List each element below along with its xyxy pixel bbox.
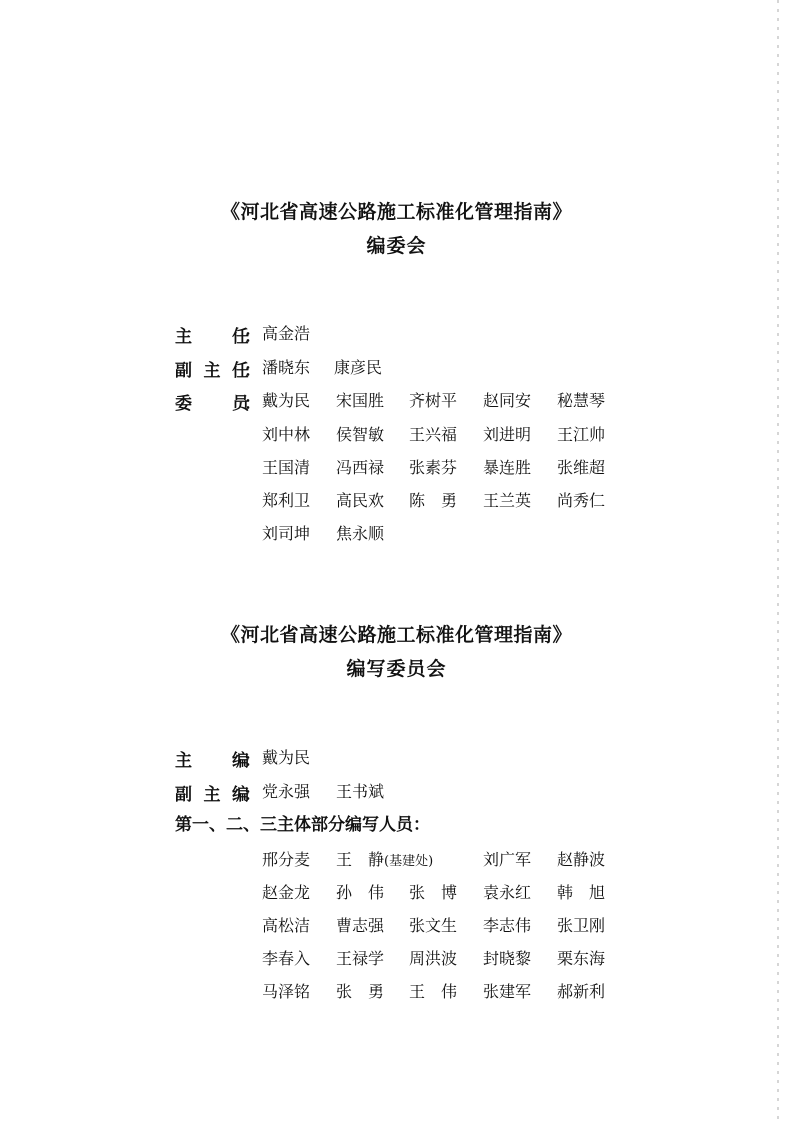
person-name: 高松洁 <box>262 916 311 935</box>
person-name: 郑利卫 <box>262 491 311 510</box>
person-name: 王国清 <box>262 458 311 477</box>
person-name: 曹志强 <box>336 916 385 935</box>
person-name: 陈 勇 <box>409 491 458 510</box>
person-name: 尚秀仁 <box>557 491 606 510</box>
person-name: 韩 旭 <box>557 883 606 902</box>
person-name: 戴为民 <box>262 391 311 410</box>
person-name: 王禄学 <box>336 949 385 968</box>
committee2-subtitle: 编写委员会 <box>346 658 447 680</box>
person-name: 潘晓东 <box>262 358 311 377</box>
person-name: 侯智敏 <box>336 425 385 444</box>
role-deputy-chief-editor: 副 主 编 ： <box>175 784 261 805</box>
person-name: 邢分麦 <box>262 850 311 869</box>
person-name: 栗东海 <box>557 949 606 968</box>
person-name: 王兰英 <box>483 491 532 510</box>
person-name: 王江帅 <box>557 425 606 444</box>
writers-section-heading: 第一、二、三主体部分编写人员： <box>175 815 430 835</box>
person-name: 宋国胜 <box>336 391 385 410</box>
person-name: 秘慧琴 <box>557 391 606 410</box>
person-name: 刘中林 <box>262 425 311 444</box>
person-name: 高金浩 <box>262 324 311 343</box>
person-name: 康彦民 <box>334 358 383 377</box>
person-name: 张文生 <box>409 916 458 935</box>
person-name: 郝新利 <box>557 982 606 1001</box>
person-name: 王书斌 <box>336 782 385 801</box>
affiliation-note: (基建处) <box>384 854 434 869</box>
person-name: 孙 伟 <box>336 883 385 902</box>
person-name: 张建军 <box>483 982 532 1001</box>
person-name: 袁永红 <box>483 883 532 902</box>
role-chief-editor: 主 编 ： <box>175 750 261 771</box>
person-name: 冯西禄 <box>336 458 385 477</box>
person-name: 张维超 <box>557 458 606 477</box>
person-name: 高民欢 <box>336 491 385 510</box>
person-name: 马泽铭 <box>262 982 311 1001</box>
person-name: 焦永顺 <box>336 524 385 543</box>
committee2-title: 《河北省高速公路施工标准化管理指南》 <box>220 624 572 646</box>
person-name: 张卫刚 <box>557 916 606 935</box>
person-name: 齐树平 <box>409 391 458 410</box>
person-name: 赵静波 <box>557 850 606 869</box>
person-name: 周洪波 <box>409 949 458 968</box>
person-name: 赵同安 <box>483 391 532 410</box>
person-name: 刘广军 <box>483 850 532 869</box>
role-deputy-director: 副 主 任 ： <box>175 360 261 381</box>
person-name: 张 博 <box>409 883 458 902</box>
role-director: 主 任 ： <box>175 326 261 347</box>
committee1-title: 《河北省高速公路施工标准化管理指南》 <box>220 201 572 223</box>
person-name: 封晓黎 <box>483 949 532 968</box>
person-name: 李春入 <box>262 949 311 968</box>
person-name: 戴为民 <box>262 748 311 767</box>
person-name: 赵金龙 <box>262 883 311 902</box>
role-member: 委 员 ： <box>175 393 261 414</box>
person-name: 刘进明 <box>483 425 532 444</box>
person-name: 王 静(基建处) <box>336 850 434 869</box>
committee1-subtitle: 编委会 <box>366 235 427 257</box>
person-name: 刘司坤 <box>262 524 311 543</box>
person-name: 王 伟 <box>409 982 458 1001</box>
person-name: 李志伟 <box>483 916 532 935</box>
person-name: 张素芬 <box>409 458 458 477</box>
person-name: 党永强 <box>262 782 311 801</box>
person-name: 张 勇 <box>336 982 385 1001</box>
person-name: 暴连胜 <box>483 458 532 477</box>
person-name: 王兴福 <box>409 425 458 444</box>
scan-edge-artifact <box>777 0 779 1122</box>
